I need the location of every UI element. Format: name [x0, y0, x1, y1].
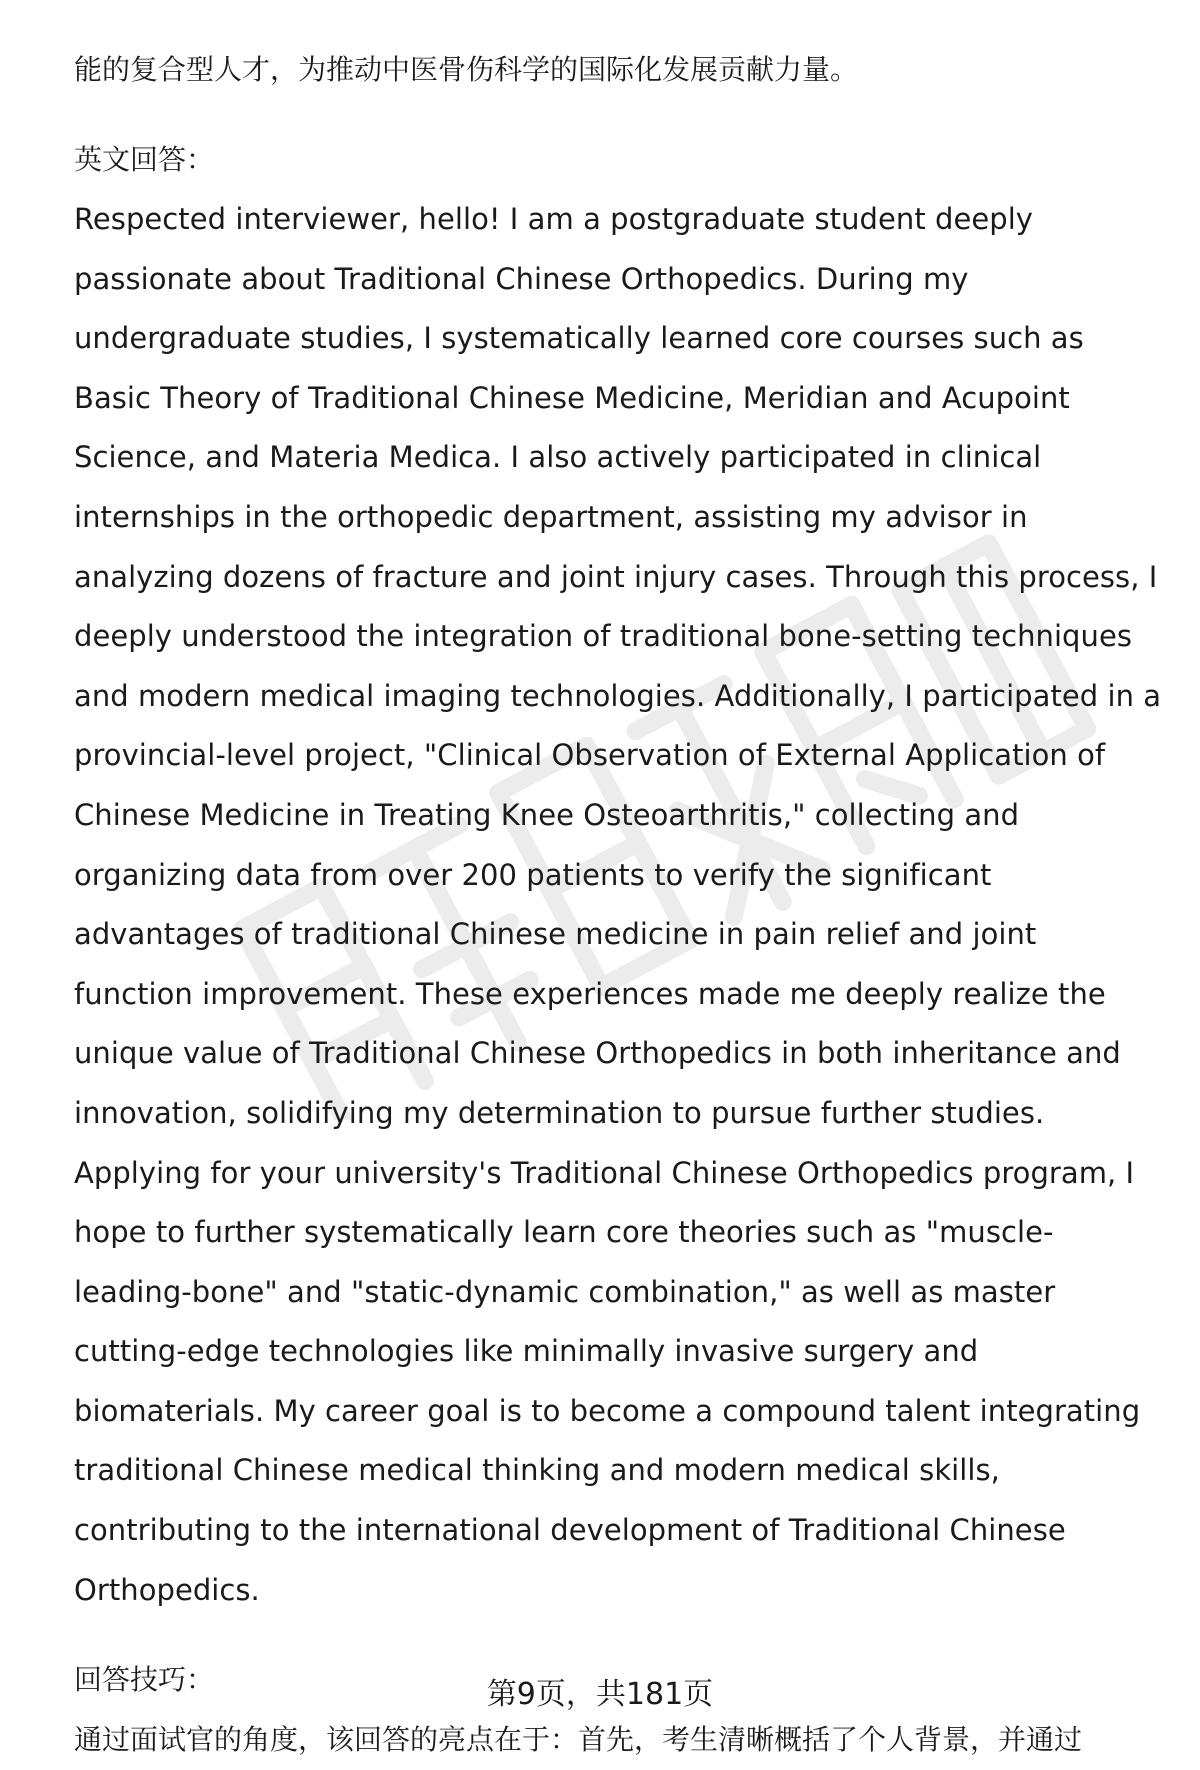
english-answer-text: Respected interviewer, hello! I am a postgraduate student deeply passionate about Traditional Chinese Orthopedics. During my undergraduate studies, I systematically learned core courses such as Basic Theory of Traditional Chinese Medicine, Meridian and Acupoint Science, and Materia Medica. I also actively participated in clinical internships in the orthopedic department, assisting my advisor in analyzing dozens of fracture and joint injury cases. Through this process, I deeply understood the integration of traditional bone-setting techniques and modern medical imaging technologies. Additionally, I participated in a provincial-level project, "Clinical Observation of External Application of Chinese Medicine in Treating Knee Osteoarthritis," collecting and organizing data from over 200 patients to verify the significant advantages of traditional Chinese medicine in pain relief and joint function improvement. These experiences made me deeply realize the unique value of Traditional Chinese Orthopedics in both inheritance and innovation, solidifying my determination to pursue further studies. Applying for your university's Traditional Chinese Orthopedics program, I hope to further systematically learn core theories such as "muscle-leading-bone" and "static-dynamic combination," as well as master cutting-edge technologies like minimally invasive surgery and biomaterials. My career goal is to become a compound talent integrating traditional Chinese medical thinking and modern medical skills, contributing to the international development of Traditional Chinese Orthopedics.	[74, 202, 1162, 1607]
document-body	[74, 40, 1164, 1770]
intro-line: 能的复合型人才，为推动中医骨伤科学的国际化发展贡献力量。	[74, 53, 859, 86]
tips-line: 通过面试官的角度，该回答的亮点在于：首先，考生清晰概括了个人背景，并通过	[74, 1723, 1083, 1757]
page-footer: 第9页，共181页	[486, 1677, 714, 1712]
english-answer-label: 英文回答：	[74, 143, 215, 176]
tips-label: 回答技巧：	[74, 1663, 215, 1697]
